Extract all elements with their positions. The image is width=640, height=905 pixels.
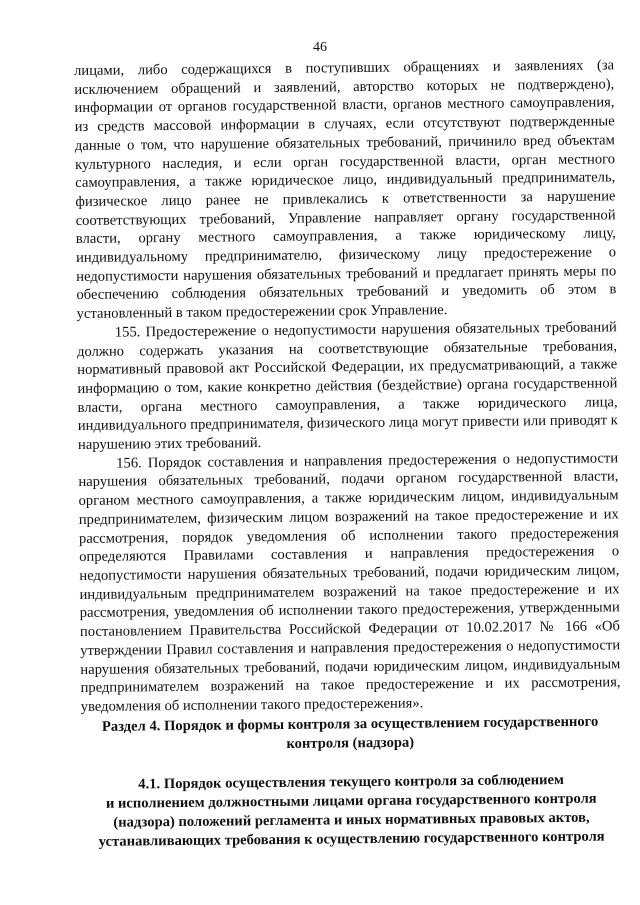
- subsection-heading-line: (надзора) положений регламента и иных нормативных правовых актов,: [113, 809, 590, 831]
- paragraph-155: 155. Предостережение о недопустимости нарушения обязательных требований должно содержать указания на соответствующие обязательные требования, нормативный правовой акт Российской Федерации, их предусматривающий, а также информацию о том, какие конкретно действия (бездействие) органа государственной власти, органа местного самоуправления, а также юридического лица, индивидуального предпринимателя, физического лица могут привести или приводят к нарушению этих требований.: [76, 319, 618, 454]
- subsection-heading-line: и исполнением должностными лицами органа государственного контроля: [105, 790, 597, 812]
- paragraph-continuation: лицами, либо содержащихся в поступивших обращениях и заявлениях (за исключением обращений и заявлений, авторство которых не подтверждено), информации от органов государственной власти, органов местного самоуправления, из средств массовой информации в случаях, если отсутствуют подтвержденные данные о том, что нарушение обязательных требований, причинило вред объектам культурного наследия, и если орган государственной власти, орган местного самоуправления, а также юридическое лицо, индивидуальный предприниматель, физическое лицо ранее не привлекались к ответственности за нарушение соответствующих требований, Управление направляет органу государственной власти, органу местного самоуправления, а также юридическому лицу, индивидуальному предпринимателю, физическому лицу предостережение о недопустимости нарушения обязательных требований и предлагает принять меры по обеспечению соблюдения обязательных требований и уведомить об этом в установленный в таком предостережении срок Управление.: [74, 57, 617, 323]
- body-text: [74, 56, 621, 716]
- subsection-heading: [84, 770, 619, 852]
- page-number: 46: [313, 40, 327, 55]
- subsection-heading-line: устанавливающих требования к осуществлению государственного контроля: [98, 828, 605, 850]
- subsection-heading-line: 4.1. Порядок осуществления текущего контроля за соблюдением: [138, 771, 564, 793]
- section-heading: Раздел 4. Порядок и формы контроля за осуществлением государственного контроля (надзора): [101, 713, 599, 752]
- paragraph-156: 156. Порядок составления и направления предостережения о недопустимости нарушения обязательных требований, подачи органом государственной власти, органом местного самоуправления, а также юридическим лицом, индивидуальным предпринимателем, физическим лицом возражений на такое предостережение и их рассмотрения, порядок уведомления об исполнении такого предостережения определяются Правилами составления и направления предостережения о недопустимости нарушения обязательных требований, подачи юридическим лицом, индивидуальным предпринимателем возражений на такое предостережение и их рассмотрения, уведомления об исполнении такого предостережения, утвержденными постановлением Правительства Российской Федерации от 10.02.2017 № 166 «Об утверждении Правил составления и направления предостережения о недопустимости нарушения обязательных требований, подачи юридическим лицом, индивидуальным предпринимателем возражений на такое предостережение и их рассмотрения, уведомления об исполнении такого предостережения».: [78, 450, 621, 715]
